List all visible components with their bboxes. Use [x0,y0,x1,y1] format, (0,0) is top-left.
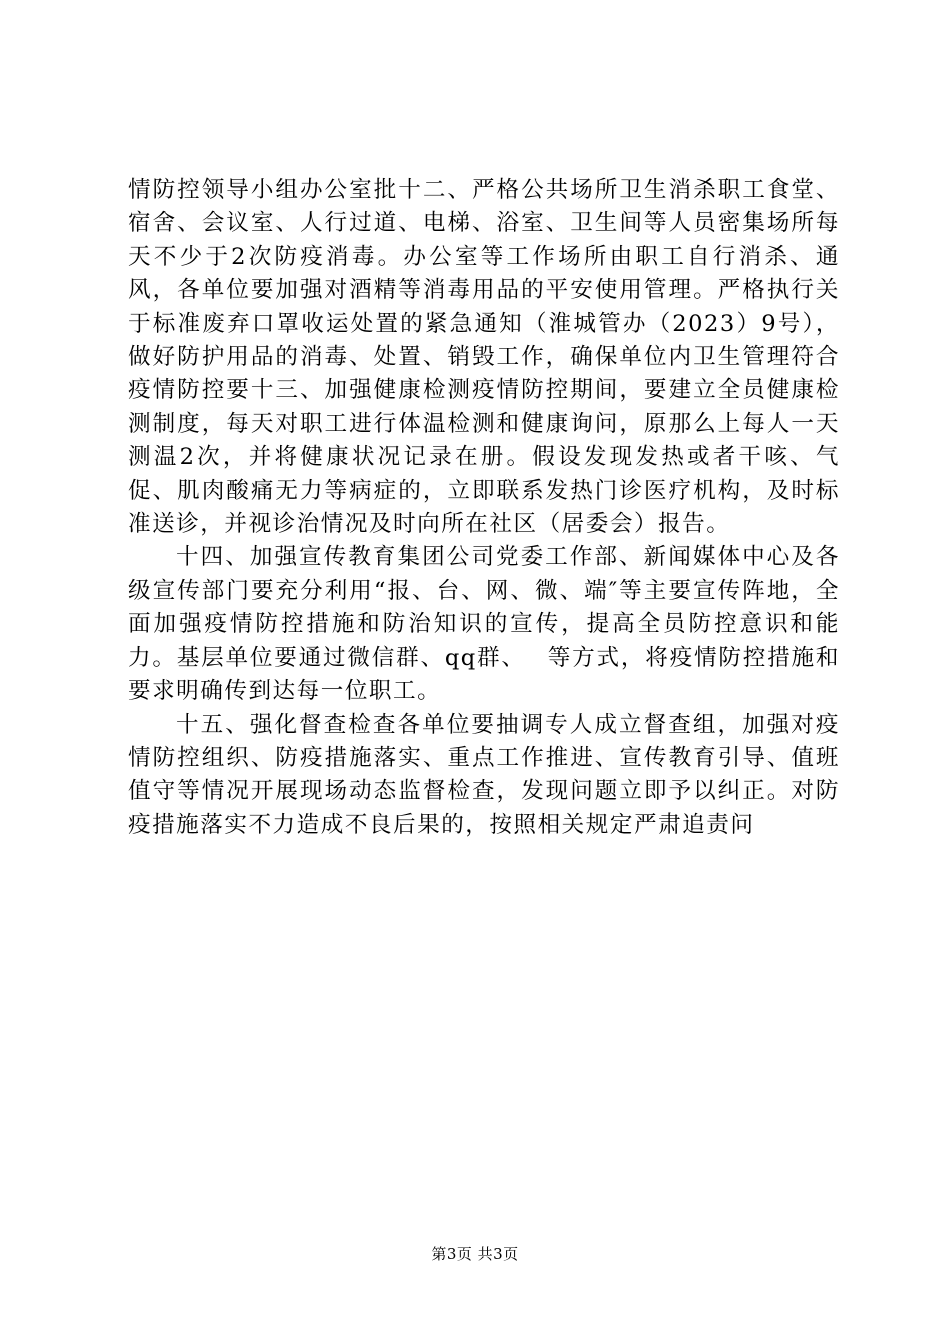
paragraph-sanitation-health-check: 情防控领导小组办公室批十二、严格公共场所卫生消杀职工食堂、宿舍、会议室、人行过道、电梯、浴室、卫生间等人员密集场所每天不少于2次防疫消毒。办公室等工作场所由职工自行消杀、通风，各单位要加强对酒精等消毒用品的平安使用管理。严格执行关于标准废弃口罩收运处置的紧急通知（淮城管办（2023）9号），做好防护用品的消毒、处置、销毁工作，确保单位内卫生管理符合疫情防控要十三、加强健康检测疫情防控期间，要建立全员健康检测制度，每天对职工进行体温检测和健康询问，原那么上每人一天测温2次，并将健康状况记录在册。假设发现发热或者干咳、气促、肌肉酸痛无力等病症的，立即联系发热门诊医疗机构，及时标准送诊，并视诊治情况及时向所在社区（居委会）报告。 [128,177,840,538]
paragraph-publicity-education: 十四、加强宣传教育集团公司党委工作部、新闻媒体中心及各级宣传部门要充分利用“报、台、网、微、端″等主要宣传阵地，全面加强疫情防控措施和防治知识的宣传，提高全员防控意识和能力。基层单位要通过微信群、qq群、 等方式，将疫情防控措施和要求明确传到达每一位职工。 [128,544,840,705]
paragraph-supervision-inspection: 十五、强化督查检查各单位要抽调专人成立督查组，加强对疫情防控组织、防疫措施落实、重点工作推进、宣传教育引导、值班值守等情况开展现场动态监督检查，发现问题立即予以纠正。对防疫措施落实不力造成不良后果的，按照相关规定严肃追责问 [128,711,840,838]
document-body [128,174,840,842]
page-number-footer: 第3页 共3页 [431,1245,519,1263]
